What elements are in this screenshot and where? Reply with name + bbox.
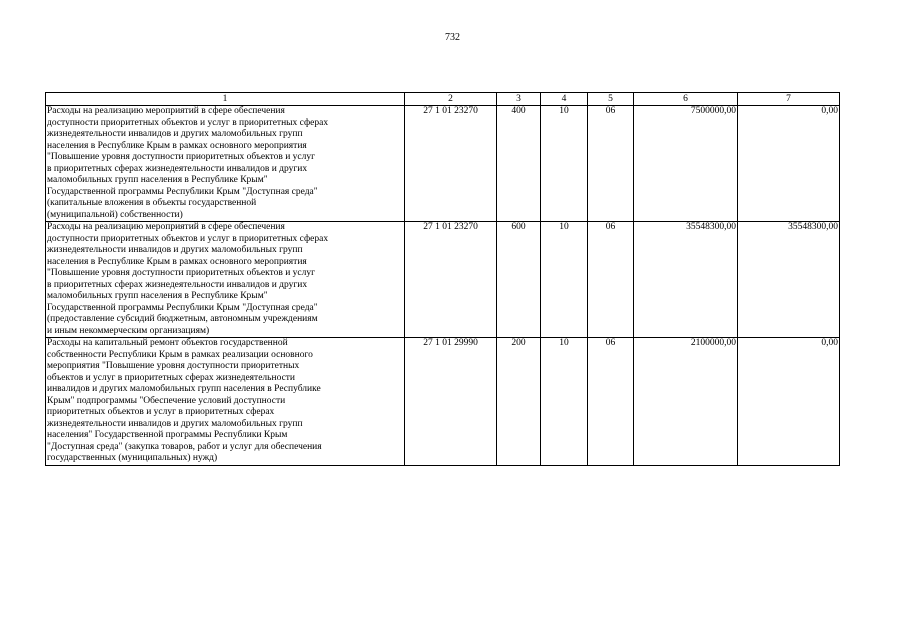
section-code: 10 xyxy=(541,338,588,466)
amount-year-1: 7500000,00 xyxy=(634,106,738,222)
expense-description: Расходы на капитальный ремонт объектов государственной собственности Республики Крым в рамках реализации основного мероприятия "Повышение уровня доступности приоритетных объектов и услуг в приоритетных сферах жизнедеятельности инвалидов и других маломобильных групп населения в Республике Крым" подпрограммы "Обеспечение условий доступности приоритетных объектов и услуг в приоритетных сферах жизнедеятельности инвалидов и других маломобильных групп населения" Государственной программы Республики Крым "Доступная среда" (закупка товаров, работ и услуг для обеспечения государственных (муниципальных) нужд) xyxy=(46,338,405,466)
expense-type-code: 400 xyxy=(497,106,541,222)
amount-year-2: 0,00 xyxy=(738,106,840,222)
expense-description: Расходы на реализацию мероприятий в сфере обеспечения доступности приоритетных объектов и услуг в приоритетных сферах жизнедеятельности инвалидов и других маломобильных групп населения в Республике Крым в рамках основного мероприятия "Повышение уровня доступности приоритетных объектов и услуг в приоритетных сферах жизнедеятельности инвалидов и других маломобильных групп населения в Республике Крым" Государственной программы Республики Крым "Доступная среда" (предоставление субсидий бюджетным, автономным учреждениям и иным некоммерческим организациям) xyxy=(46,222,405,338)
table-row xyxy=(46,222,840,338)
section-code: 10 xyxy=(541,106,588,222)
amount-year-2: 35548300,00 xyxy=(738,222,840,338)
target-article-code: 27 1 01 23270 xyxy=(405,222,497,338)
column-header: 7 xyxy=(738,93,840,106)
expense-description: Расходы на реализацию мероприятий в сфере обеспечения доступности приоритетных объектов и услуг в приоритетных сферах жизнедеятельности инвалидов и других маломобильных групп населения в Республике Крым в рамках основного мероприятия "Повышение уровня доступности приоритетных объектов и услуг в приоритетных сферах жизнедеятельности инвалидов и других маломобильных групп населения в Республике Крым" Государственной программы Республики Крым "Доступная среда" (капитальные вложения в объекты государственной (муниципальной) собственности) xyxy=(46,106,405,222)
target-article-code: 27 1 01 29990 xyxy=(405,338,497,466)
header-row xyxy=(46,93,840,106)
amount-year-1: 2100000,00 xyxy=(634,338,738,466)
section-code: 10 xyxy=(541,222,588,338)
amount-year-2: 0,00 xyxy=(738,338,840,466)
table-row xyxy=(46,338,840,466)
subsection-code: 06 xyxy=(588,338,634,466)
column-header: 1 xyxy=(46,93,405,106)
column-header: 2 xyxy=(405,93,497,106)
column-header: 6 xyxy=(634,93,738,106)
table-row xyxy=(46,106,840,222)
column-header: 3 xyxy=(497,93,541,106)
page-number: 732 xyxy=(445,32,460,43)
column-header: 5 xyxy=(588,93,634,106)
subsection-code: 06 xyxy=(588,106,634,222)
amount-year-1: 35548300,00 xyxy=(634,222,738,338)
expense-type-code: 600 xyxy=(497,222,541,338)
expense-type-code: 200 xyxy=(497,338,541,466)
subsection-code: 06 xyxy=(588,222,634,338)
target-article-code: 27 1 01 23270 xyxy=(405,106,497,222)
budget-table xyxy=(45,92,840,466)
column-header: 4 xyxy=(541,93,588,106)
